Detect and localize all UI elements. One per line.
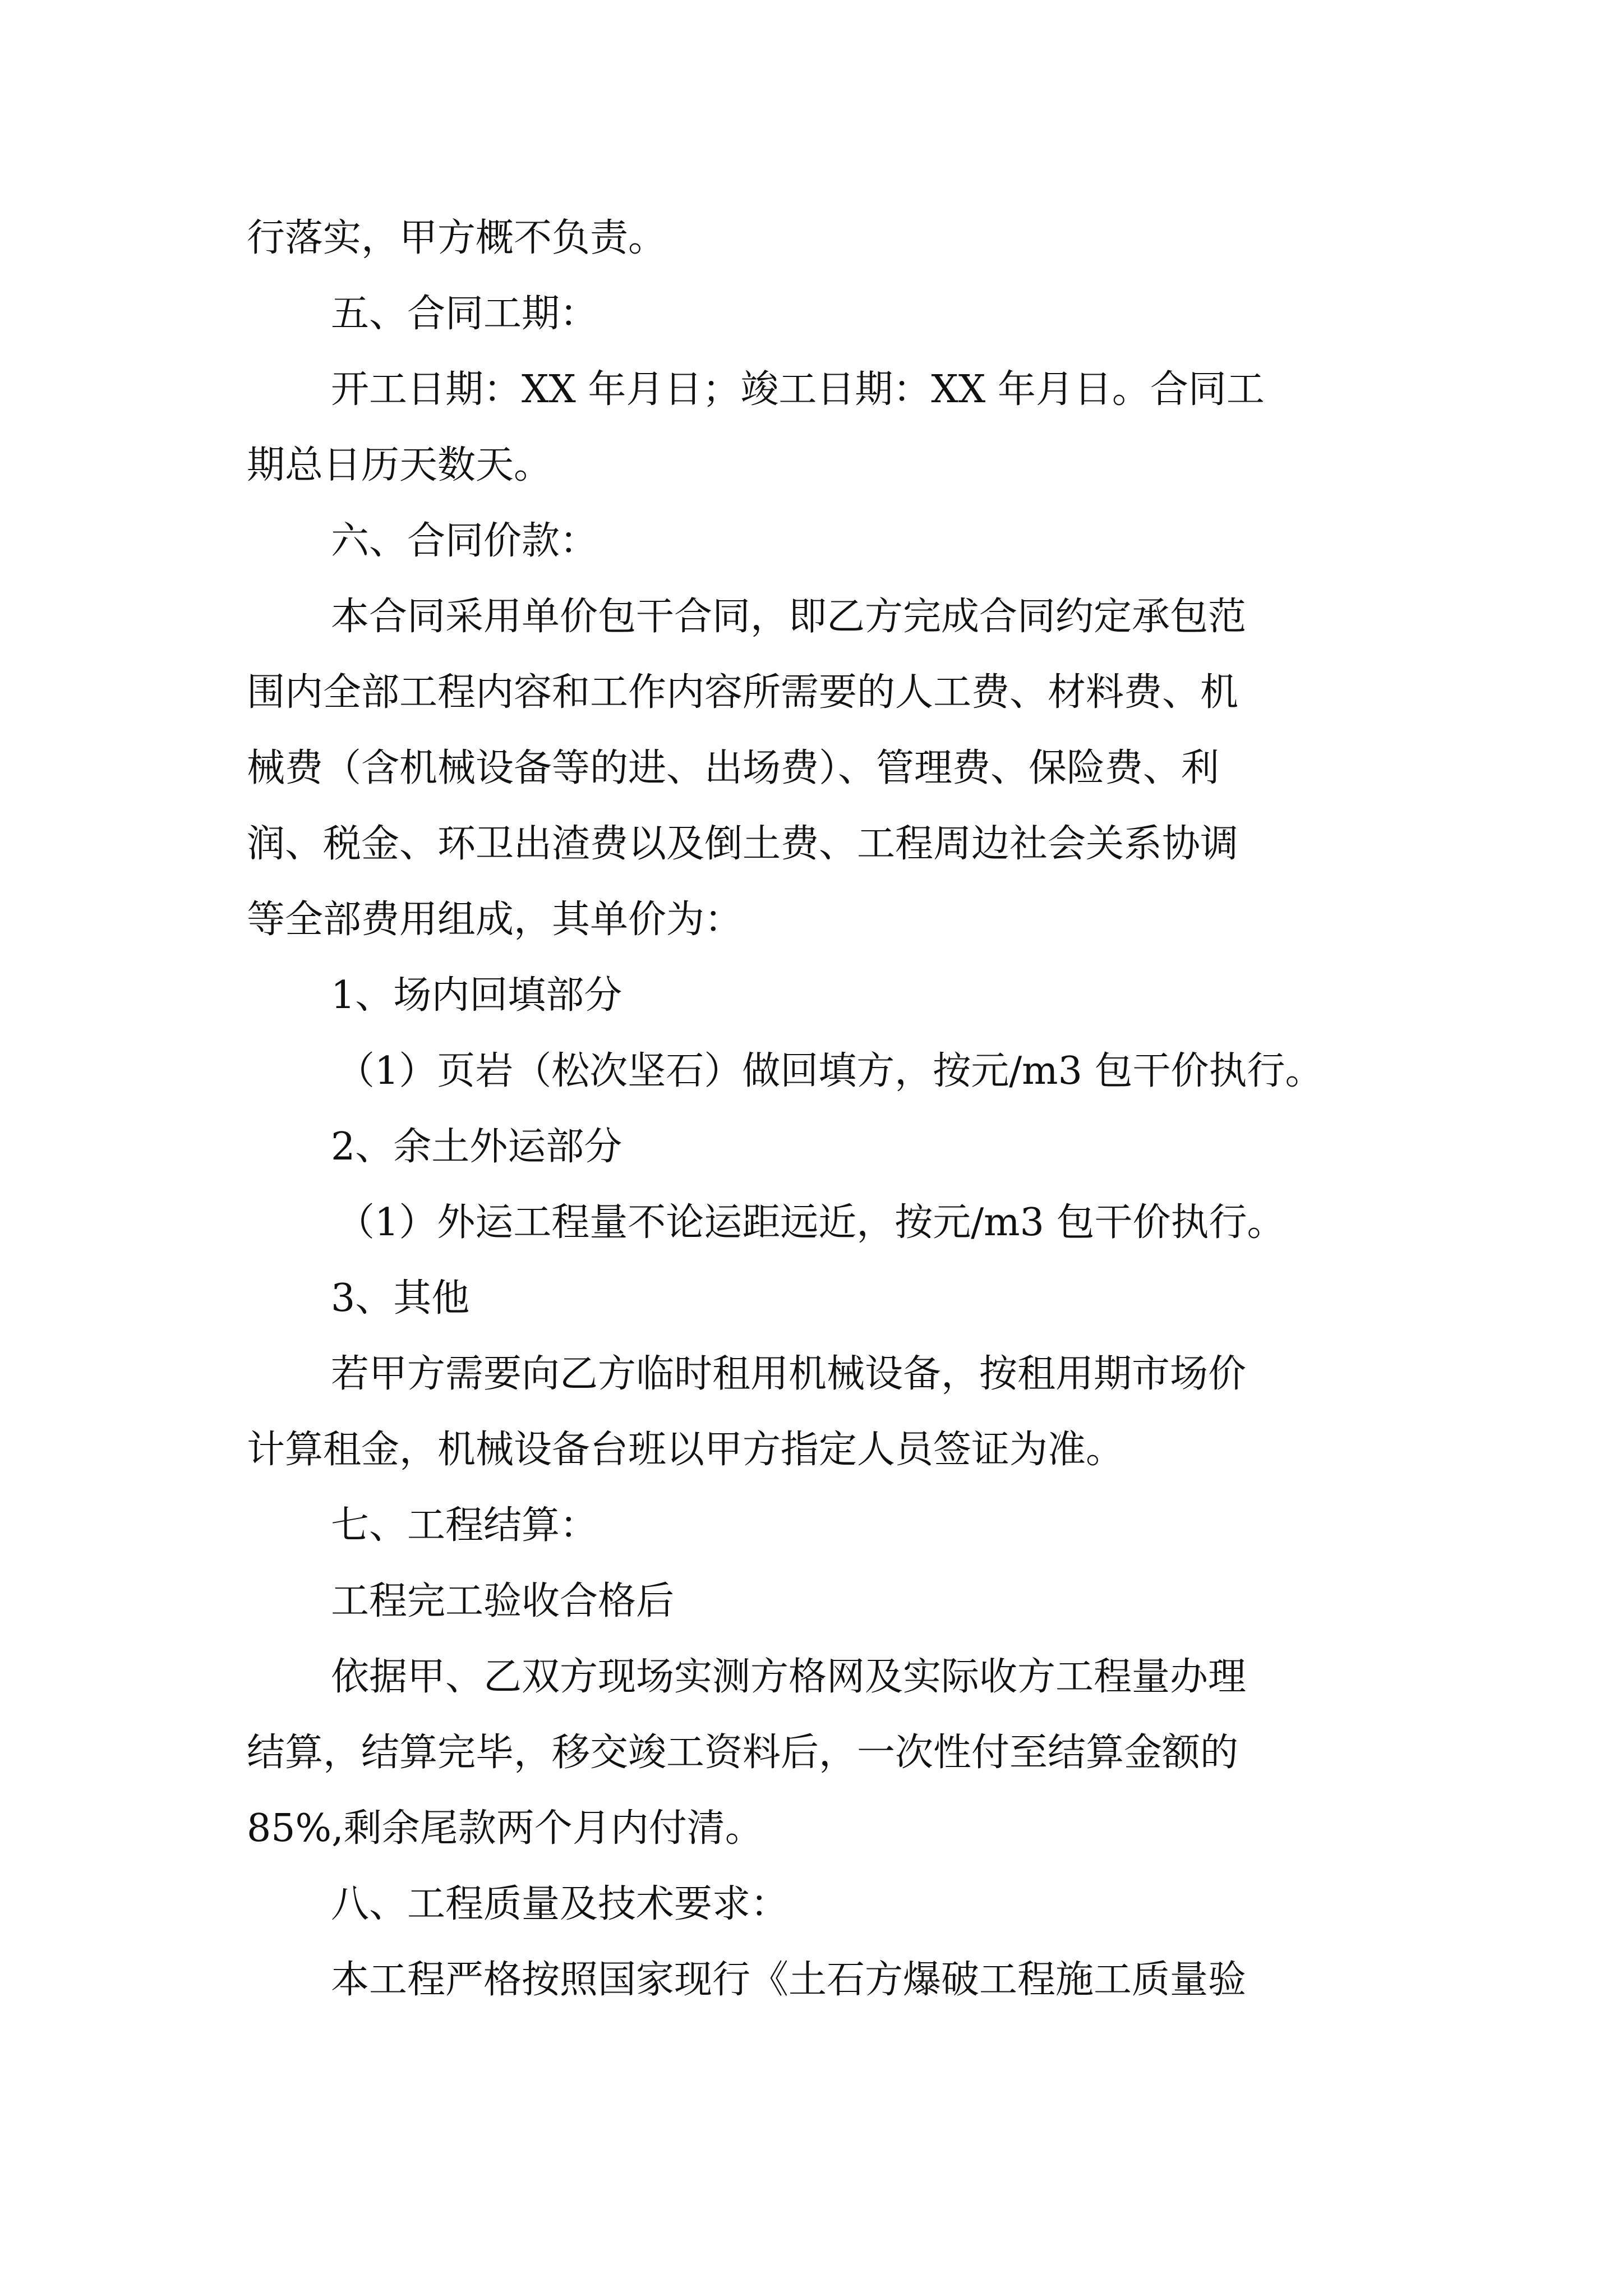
paragraph-line: 若甲方需要向乙方临时租用机械设备，按租用期市场价 — [331, 1352, 1247, 1396]
paragraph-line: 结算，结算完毕，移交竣工资料后，一次性付至结算金额的 — [247, 1731, 1239, 1775]
paragraph-line: 围内全部工程内容和工作内容所需要的人工费、材料费、机 — [247, 670, 1239, 715]
paragraph-line: 计算租金，机械设备台班以甲方指定人员签证为准。 — [247, 1428, 1124, 1472]
paragraph-line: 开工日期：XX 年月日；竣工日期：XX 年月日。合同工 — [331, 367, 1265, 412]
section-heading-contract-period: 五、合同工期： — [331, 292, 598, 336]
list-item: （1）页岩（松次坚石）做回填方，按元/m3 包干价执行。 — [336, 1049, 1324, 1093]
list-item-heading: 3、其他 — [331, 1276, 470, 1320]
section-heading-quality: 八、工程质量及技术要求： — [331, 1882, 789, 1926]
paragraph-line: 本合同采用单价包干合同，即乙方完成合同约定承包范 — [331, 595, 1247, 639]
paragraph-line: 依据甲、乙双方现场实测方格网及实际收方工程量办理 — [331, 1655, 1247, 1699]
paragraph-line: 行落实，甲方概不负责。 — [247, 216, 667, 260]
paragraph-line: 等全部费用组成，其单价为： — [247, 898, 743, 942]
paragraph-line: 润、税金、环卫出渣费以及倒土费、工程周边社会关系协调 — [247, 822, 1239, 866]
list-item: （1）外运工程量不论运距远近，按元/m3 包干价执行。 — [336, 1200, 1285, 1245]
paragraph-line: 85%,剩余尾款两个月内付清。 — [247, 1806, 763, 1851]
section-heading-settlement: 七、工程结算： — [331, 1503, 598, 1548]
paragraph-line: 期总日历天数天。 — [247, 443, 552, 487]
paragraph-line: 本工程严格按照国家现行《土石方爆破工程施工质量验 — [331, 1958, 1247, 2002]
list-item-heading: 1、场内回填部分 — [331, 973, 623, 1018]
paragraph-line: 械费（含机械设备等的进、出场费）、管理费、保险费、利 — [247, 746, 1220, 790]
paragraph-line: 工程完工验收合格后 — [331, 1579, 675, 1623]
list-item-heading: 2、余土外运部分 — [331, 1125, 623, 1169]
section-heading-contract-price: 六、合同价款： — [331, 519, 598, 563]
